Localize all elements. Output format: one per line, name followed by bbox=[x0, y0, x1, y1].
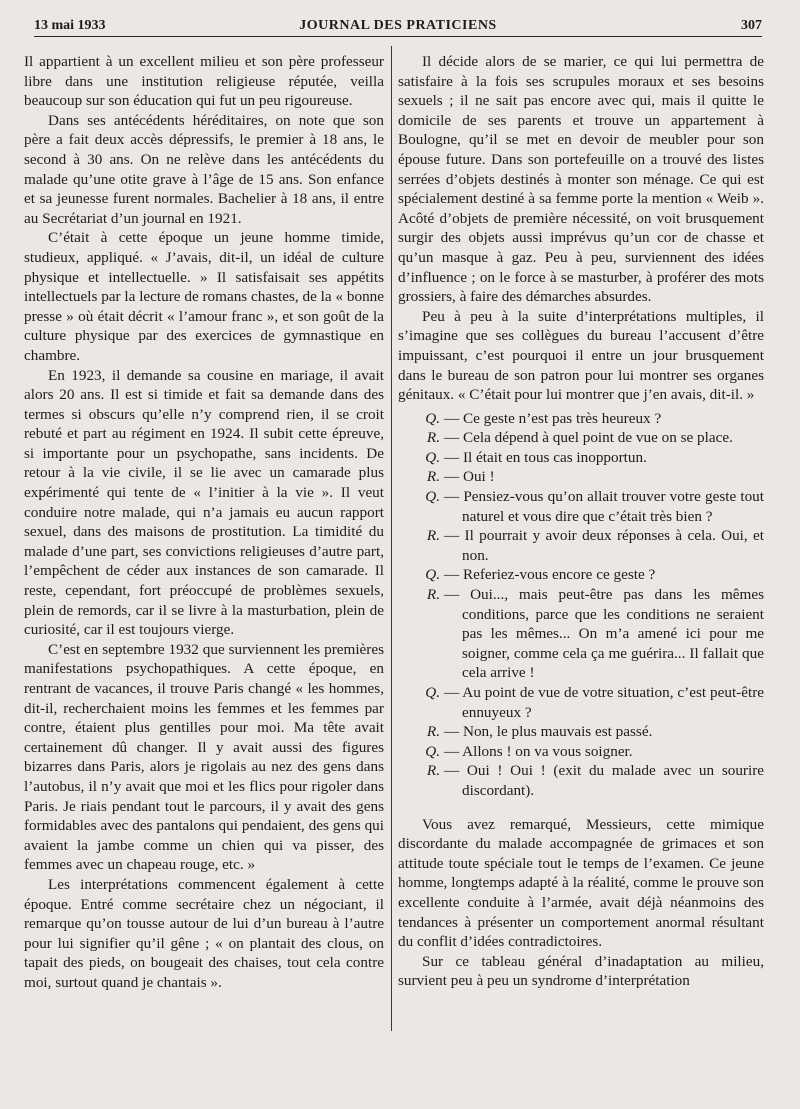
dialogue-text: — Oui..., mais peut-être pas dans les mêmes conditions, parce que les conditions ne seraient pas les mêmes... On m’a amené ici pour me soigner, comme cela ça me guérira... Il fallait que cela arrive ! bbox=[444, 586, 764, 682]
speaker-label: Q. bbox=[425, 409, 440, 427]
paragraph: C’était à cette époque un jeune homme timide, studieux, appliqué. « J’avais, dit-il, un idéal de culture physique et intellectuelle. » Il satisfaisait ses appétits intellectuels par la lecture de romans chastes, de la « bonne presse » où était décrit « l’amour franc », et son goût de la culture physique par des exercices de gymnastique en chambre. bbox=[24, 229, 384, 364]
dialogue-line bbox=[398, 487, 764, 526]
dialogue-text: — Allons ! on va vous soigner. bbox=[444, 742, 633, 760]
paragraph: Peu à peu à la suite d’interprétations multiples, il s’imagine que ses collègues du bureau l’accusent d’être impuissant, c’est pourquoi il entre un jour brusquement dans le bureau de son patron pour lui montrer ses organes génitaux. « C’était pour lui montrer que j’en avais, dit-il. » bbox=[398, 307, 764, 404]
paragraph: Dans ses antécédents héréditaires, on note que son père a fait deux accès dépressifs, le premier à 18 ans, le second à 30 ans. On ne relève dans les antécédents du malade qu’une otite grave à l’âge de 15 ans. Son enfance et sa jeunesse furent normales. Bachelier à 18 ans, il entre au Secrétariat d’un journal en 1921. bbox=[24, 111, 384, 227]
speaker-label: Q. bbox=[425, 488, 440, 506]
paragraph: En 1923, il demande sa cousine en mariage, il avait alors 20 ans. Il est si timide et fait sa demande dans des termes si obscurs qu’elle n’y comprend rien, il se croit rebuté et part au régiment en 1924. Il subit cette épreuve, si importante pour un psychopathe, sans incidents. De retour à la vie civile, il se lie avec un camarade plus expérimenté qui tente de « l’initier à la vie ». Il veut conduire notre malade, qui n’a jamais eu aucun rapport sexuel, dans des maisons de prostitution. La timidité du malade d’une part, ses convictions religieuses d’autre part, l’empêchent de céder aux instances de son camarade. Il reste, cependant, fort préoccupé de problèmes sexuels, plein de remords, car il se livre à la masturbation, plein de curiosité, car il est toujours vierge. bbox=[24, 366, 384, 639]
paragraph: Il appartient à un excellent milieu et son père professeur libre dans une institution religieuse réputée, veilla beaucoup sur son éducation qui fut un peu rigoureuse. bbox=[24, 53, 384, 110]
speaker-label: Q. bbox=[425, 448, 440, 466]
column-divider bbox=[391, 46, 392, 1031]
dialogue-line bbox=[398, 742, 764, 762]
dialogue-line bbox=[398, 428, 764, 448]
dialogue-text: — Referiez-vous encore ce geste ? bbox=[444, 566, 656, 584]
speaker-label: R. bbox=[426, 468, 440, 486]
dialogue-line bbox=[398, 683, 764, 722]
left-column bbox=[24, 52, 384, 993]
dialogue-line bbox=[398, 565, 764, 585]
dialogue-text: — Ce geste n’est pas très heureux ? bbox=[444, 409, 662, 427]
dialogue-line bbox=[398, 585, 764, 683]
dialogue-text: — Au point de vue de votre situation, c’est peut-être ennuyeux ? bbox=[444, 684, 764, 721]
speaker-label: Q. bbox=[425, 684, 440, 701]
speaker-label: R. bbox=[426, 527, 440, 545]
dialogue-text: — Non, le plus mauvais est passé. bbox=[444, 723, 653, 741]
journal-title: JOURNAL DES PRATICIENS bbox=[299, 18, 497, 33]
paragraph: C’est en septembre 1932 que surviennent les premières manifestations psychopathiques. A cette époque, en rentrant de vacances, il trouve Paris changé « les hommes, dit-il, recherchaient moins les femmes et les femmes par contre, étaient plus gentilles pour moi. Ma tête avait certainement dû changer. Il y avait aussi des figures bizarres dans Paris, alors je rigolais au nez des gens dans l’autobus, il n’y avait que moi et les flics pour rigoler dans Paris. Je riais pendant tout le parcours, il y avait des gens formidables avec des pantalons qui pendaient, des gens qui avaient la jambe comme un chien qui va pisser, des femmes avec un chapeau rouge, etc. » bbox=[24, 640, 384, 874]
dialogue-line bbox=[398, 467, 764, 487]
paragraph: Sur ce tableau général d’inadaptation au milieu, survient peu à peu un syndrome d’interprétation bbox=[398, 952, 764, 990]
paragraph: Vous avez remarqué, Messieurs, cette mimique discordante du malade accompagnée de grimaces et son attitude toute spéciale tout le temps de l’examen. Ce jeune homme, longtemps adapté à la réalité, comme le prouve son excellente conduite à l’armée, avait déjà néanmoins des tendances à présenter un comportement anormal résultant du conflit d’idées contradictoires. bbox=[398, 815, 764, 951]
dialogue-line bbox=[398, 761, 764, 800]
speaker-label: Q. bbox=[425, 742, 440, 760]
page-number: 307 bbox=[741, 18, 762, 33]
dialogue-text: — Il pourrait y avoir deux réponses à cela. Oui, et non. bbox=[444, 527, 764, 564]
speaker-label: R. bbox=[426, 586, 440, 604]
page-header bbox=[34, 16, 762, 37]
speaker-label: R. bbox=[426, 762, 440, 780]
interview-dialogue bbox=[398, 409, 764, 801]
speaker-label: Q. bbox=[425, 566, 440, 584]
right-column bbox=[398, 52, 764, 991]
speaker-label: R. bbox=[426, 429, 440, 447]
speaker-label: R. bbox=[426, 723, 440, 741]
dialogue-line bbox=[398, 722, 764, 742]
dialogue-line bbox=[398, 409, 764, 429]
dialogue-text: — Cela dépend à quel point de vue on se place. bbox=[444, 429, 733, 447]
dialogue-line bbox=[398, 526, 764, 565]
paragraph: Il décide alors de se marier, ce qui lui permettra de satisfaire à la fois ses scrupules moraux et ses besoins sexuels ; il ne sait pas encore avec qui, mais il quitte le domicile de ses parents et trouve un appartement à Boulogne, qu’il se met en devoir de meubler pour son épouse future. Dans son portefeuille on a trouvé des listes serrées d’objets destinés à monter son ménage. Ce qui est spécialement destiné à sa femme porte la mention « Weib ». Acôté d’objets de première nécessité, on voit brusquement surgir des objets aussi imprévus qu’un cor de chasse et qu’un masque à gaz. Peu à peu, surviennent des idées d’influence ; on le force à se masturber, à proférer des mots grossiers, à faire des démarches absurdes. bbox=[398, 53, 764, 306]
dialogue-line bbox=[398, 448, 764, 468]
dialogue-text: — Oui ! bbox=[444, 468, 495, 486]
paragraph: Les interprétations commencent également à cette époque. Entré comme secrétaire chez un négociant, il remarque qu’on tousse autour de lui d’un bureau à l’autre pour lui signifier qu’il gêne ; « on plantait des clous, on tapait des pieds, on bougeait des chaises, tout cela contre moi, surtout quand je chantais ». bbox=[24, 875, 384, 991]
dialogue-text: — Oui ! Oui ! (exit du malade avec un sourire discordant). bbox=[444, 762, 764, 799]
issue-date: 13 mai 1933 bbox=[34, 18, 106, 33]
spacer bbox=[398, 805, 764, 815]
dialogue-text: — Pensiez-vous qu’on allait trouver votre geste tout naturel et vous dire que c’était très bien ? bbox=[444, 488, 764, 525]
dialogue-text: — Il était en tous cas inopportun. bbox=[444, 448, 647, 466]
